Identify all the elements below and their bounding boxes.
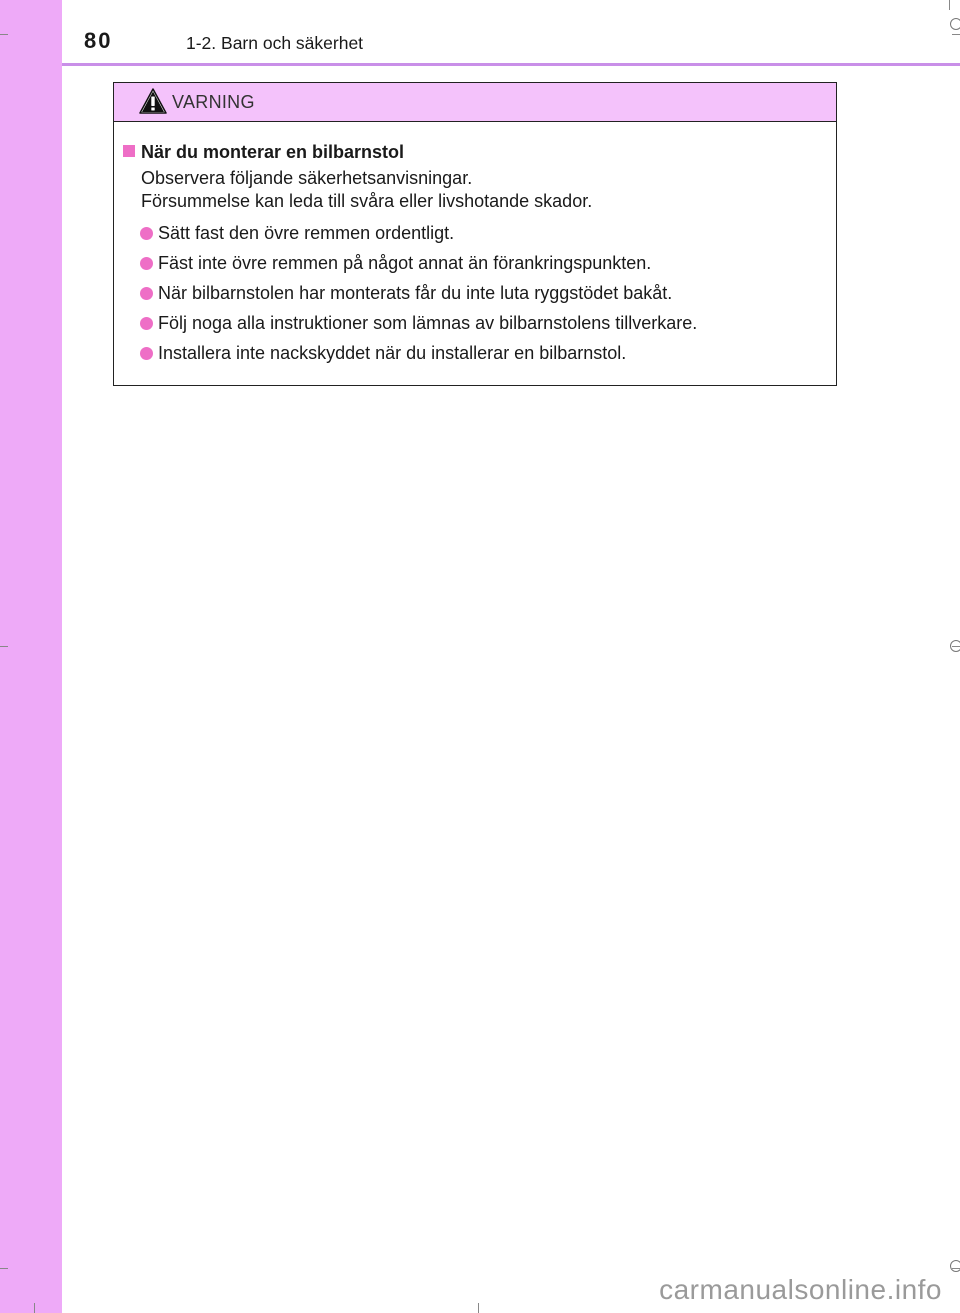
list-item bbox=[140, 312, 697, 334]
list-item-text: Sätt fast den övre remmen ordentligt. bbox=[158, 223, 455, 243]
list-item bbox=[140, 342, 626, 364]
registration-mark-icon bbox=[950, 1260, 960, 1272]
list-item bbox=[140, 252, 651, 274]
registration-mark-icon bbox=[950, 18, 960, 30]
crop-mark bbox=[952, 34, 960, 35]
round-bullet-icon bbox=[140, 257, 153, 270]
crop-mark bbox=[34, 1303, 35, 1313]
warning-header bbox=[114, 83, 836, 122]
square-bullet-icon bbox=[123, 145, 135, 157]
subsection-title-text: När du monterar en bilbarnstol bbox=[141, 142, 405, 162]
list-item bbox=[140, 282, 672, 304]
warning-label: VARNING bbox=[172, 92, 255, 112]
round-bullet-icon bbox=[140, 287, 153, 300]
crop-mark bbox=[0, 1268, 8, 1269]
list-item bbox=[140, 222, 454, 244]
subsection-title bbox=[123, 141, 404, 163]
round-bullet-icon bbox=[140, 227, 153, 240]
crop-mark bbox=[952, 1268, 960, 1269]
description-line: Försummelse kan leda till svåra eller livshotande skador. bbox=[141, 191, 593, 211]
crop-mark bbox=[952, 646, 960, 647]
page-number: 80 bbox=[84, 28, 113, 53]
crop-mark bbox=[478, 1303, 479, 1313]
side-color-strip bbox=[0, 0, 62, 1313]
list-item-text: När bilbarnstolen har monterats får du inte luta ryggstödet bakåt. bbox=[158, 283, 673, 303]
crop-mark bbox=[0, 646, 8, 647]
description-line: Observera följande säkerhetsanvisningar. bbox=[141, 168, 473, 188]
header-divider bbox=[62, 63, 960, 66]
round-bullet-icon bbox=[140, 347, 153, 360]
section-title: 1-2. Barn och säkerhet bbox=[186, 33, 364, 53]
list-item-text: Följ noga alla instruktioner som lämnas av bilbarnstolens tillverkare. bbox=[158, 313, 698, 333]
crop-mark bbox=[949, 0, 950, 10]
list-item-text: Fäst inte övre remmen på något annat än förankringspunkten. bbox=[158, 253, 652, 273]
round-bullet-icon bbox=[140, 317, 153, 330]
crop-mark bbox=[0, 34, 8, 35]
warning-box bbox=[113, 82, 837, 386]
watermark: carmanualsonline.info bbox=[659, 1274, 942, 1305]
warning-triangle-icon bbox=[139, 88, 167, 114]
list-item-text: Installera inte nackskyddet när du installerar en bilbarnstol. bbox=[158, 343, 627, 363]
